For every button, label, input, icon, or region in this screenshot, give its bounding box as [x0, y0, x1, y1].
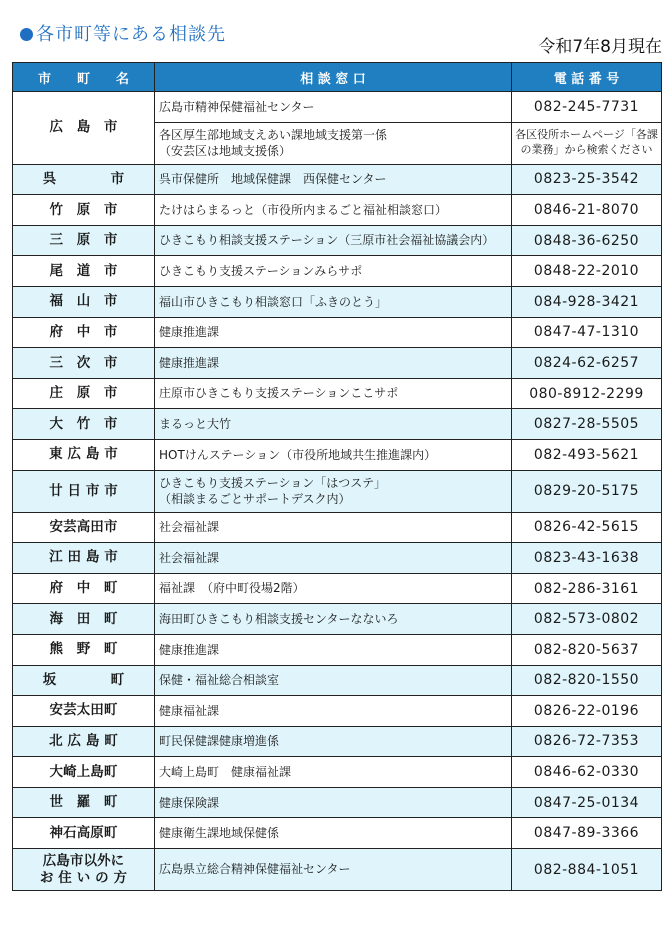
phone-cell: 0824-62-6257 — [512, 348, 662, 379]
office-cell: 広島市精神保健福祉センター — [155, 92, 512, 123]
office-cell: 健康保険課 — [155, 787, 512, 818]
city-cell: 江 田 島 市 — [13, 543, 155, 574]
office-cell: HOTけんステーション（市役所地域共生推進課内） — [155, 439, 512, 470]
phone-cell: 0848-22-2010 — [512, 256, 662, 287]
table-row — [13, 757, 662, 788]
city-cell: 三 次 市 — [13, 348, 155, 379]
phone-cell: 082-286-3161 — [512, 573, 662, 604]
city-cell: 東 広 島 市 — [13, 439, 155, 470]
city-cell: 廿 日 市 市 — [13, 470, 155, 512]
city-cell: 大崎上島町 — [13, 757, 155, 788]
office-cell: 社会福祉課 — [155, 543, 512, 574]
office-cell: 保健・福祉総合相談室 — [155, 665, 512, 696]
phone-cell: 0823-25-3542 — [512, 164, 662, 195]
phone-cell: 0826-72-7353 — [512, 726, 662, 757]
phone-cell: 0847-47-1310 — [512, 317, 662, 348]
office-cell: まるっと大竹 — [155, 409, 512, 440]
table-row — [13, 409, 662, 440]
office-cell: 健康衛生課地域保健係 — [155, 818, 512, 849]
city-cell: 尾 道 市 — [13, 256, 155, 287]
city-cell: 熊 野 町 — [13, 634, 155, 665]
city-cell: 海 田 町 — [13, 604, 155, 635]
table-row — [13, 696, 662, 727]
table-row — [13, 543, 662, 574]
table-row — [13, 92, 662, 123]
table-row — [13, 286, 662, 317]
table-row — [13, 195, 662, 226]
city-cell: 府 中 町 — [13, 573, 155, 604]
phone-cell: 0823-43-1638 — [512, 543, 662, 574]
table-row — [13, 470, 662, 512]
office-cell: たけはらまるっと（市役所内まるごと福祉相談窓口） — [155, 195, 512, 226]
page-title — [20, 20, 226, 46]
as-of-date: 令和7年8月現在 — [538, 37, 662, 57]
office-cell: 健康福祉課 — [155, 696, 512, 727]
phone-cell: 0826-42-5615 — [512, 512, 662, 543]
city-cell: 府 中 市 — [13, 317, 155, 348]
city-cell: 北 広 島 町 — [13, 726, 155, 757]
column-header-city: 市 町 名 — [13, 63, 155, 92]
city-cell: 竹 原 市 — [13, 195, 155, 226]
city-cell: 安芸太田町 — [13, 696, 155, 727]
office-cell: 健康推進課 — [155, 634, 512, 665]
office-cell: 庄原市ひきこもり支援ステーションここサポ — [155, 378, 512, 409]
table-row — [13, 787, 662, 818]
phone-cell: 082-820-5637 — [512, 634, 662, 665]
table-header-row — [13, 63, 662, 92]
city-cell: 庄 原 市 — [13, 378, 155, 409]
phone-cell: 0848-36-6250 — [512, 225, 662, 256]
office-cell: 福山市ひきこもり相談窓口「ふきのとう」 — [155, 286, 512, 317]
table-row — [13, 604, 662, 635]
phone-cell: 0847-25-0134 — [512, 787, 662, 818]
table-row — [13, 726, 662, 757]
phone-cell: 0826-22-0196 — [512, 696, 662, 727]
city-cell: 広 島 市 — [13, 92, 155, 165]
phone-cell: 各区役所ホームページ「各課 の業務」から検索ください — [512, 122, 662, 164]
office-cell: 町民保健課健康増進係 — [155, 726, 512, 757]
page-header — [0, 0, 670, 62]
phone-cell: 082-573-0802 — [512, 604, 662, 635]
city-cell: 広島市以外に お 住 い の 方 — [13, 849, 155, 891]
office-cell: 海田町ひきこもり相談支援センターなないろ — [155, 604, 512, 635]
city-cell: 安芸高田市 — [13, 512, 155, 543]
table-row — [13, 512, 662, 543]
office-cell: 呉市保健所 地域保健課 西保健センター — [155, 164, 512, 195]
table-row — [13, 818, 662, 849]
table-row — [13, 573, 662, 604]
phone-cell: 0846-21-8070 — [512, 195, 662, 226]
city-cell: 坂 町 — [13, 665, 155, 696]
table-row — [13, 634, 662, 665]
office-cell: 社会福祉課 — [155, 512, 512, 543]
office-cell: 広島県立総合精神保健福祉センター — [155, 849, 512, 891]
office-cell: 福祉課 （府中町役場2階） — [155, 573, 512, 604]
table-row — [13, 164, 662, 195]
office-cell: ひきこもり相談支援ステーション（三原市社会福祉協議会内） — [155, 225, 512, 256]
city-cell: 大 竹 市 — [13, 409, 155, 440]
city-cell: 三 原 市 — [13, 225, 155, 256]
city-cell: 神石高原町 — [13, 818, 155, 849]
city-cell: 福 山 市 — [13, 286, 155, 317]
table-row — [13, 439, 662, 470]
phone-cell: 0829-20-5175 — [512, 470, 662, 512]
table-row — [13, 849, 662, 891]
table-row — [13, 665, 662, 696]
consultation-table — [12, 62, 662, 891]
column-header-phone: 電 話 番 号 — [512, 63, 662, 92]
table-row — [13, 378, 662, 409]
phone-cell: 082-245-7731 — [512, 92, 662, 123]
bullet-icon — [20, 28, 33, 41]
phone-cell: 0827-28-5505 — [512, 409, 662, 440]
phone-cell: 082-820-1550 — [512, 665, 662, 696]
column-header-office: 相 談 窓 口 — [155, 63, 512, 92]
phone-cell: 082-884-1051 — [512, 849, 662, 891]
office-cell: ひきこもり支援ステーションみらサポ — [155, 256, 512, 287]
office-cell: 健康推進課 — [155, 348, 512, 379]
phone-cell: 0847-89-3366 — [512, 818, 662, 849]
office-cell: 各区厚生部地域支えあい課地域支援第一係 （安芸区は地域支援係） — [155, 122, 512, 164]
city-cell: 呉 市 — [13, 164, 155, 195]
office-cell: 健康推進課 — [155, 317, 512, 348]
table-row — [13, 348, 662, 379]
phone-cell: 084-928-3421 — [512, 286, 662, 317]
table-row — [13, 225, 662, 256]
phone-cell: 0846-62-0330 — [512, 757, 662, 788]
table-row — [13, 256, 662, 287]
phone-cell: 082-493-5621 — [512, 439, 662, 470]
phone-cell: 080-8912-2299 — [512, 378, 662, 409]
table-row — [13, 317, 662, 348]
city-cell: 世 羅 町 — [13, 787, 155, 818]
office-cell: ひきこもり支援ステーション「はつステ」 （相談まるごとサポートデスク内） — [155, 470, 512, 512]
page-title-text: 各市町等にある相談先 — [36, 24, 226, 45]
office-cell: 大崎上島町 健康福祉課 — [155, 757, 512, 788]
